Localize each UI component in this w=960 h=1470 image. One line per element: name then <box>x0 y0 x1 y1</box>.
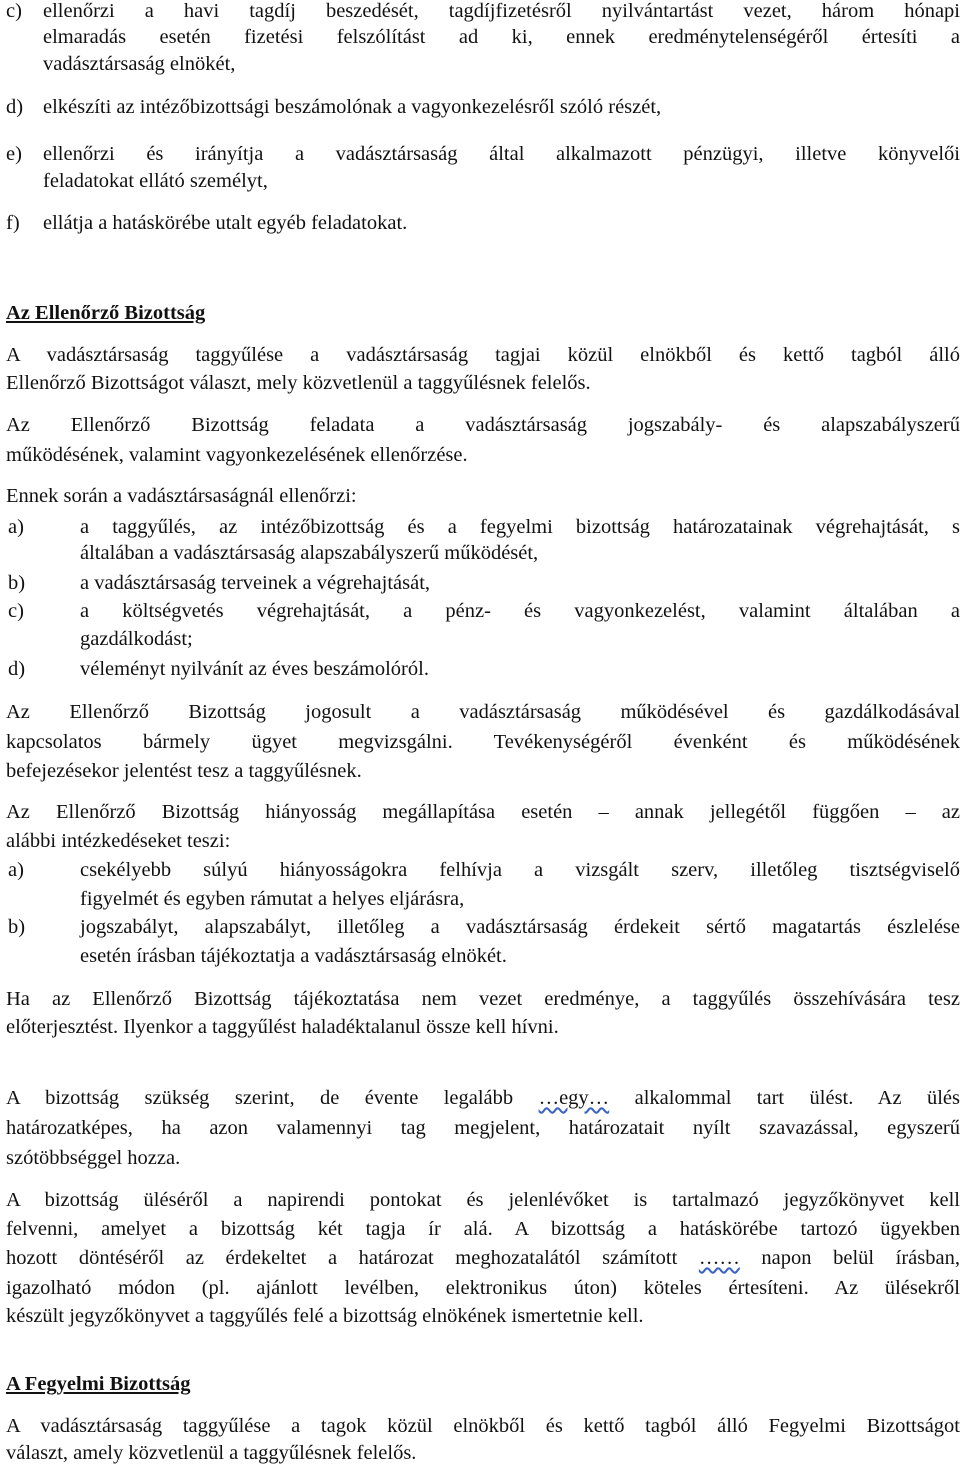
list-label: c) <box>8 600 24 622</box>
fill-blank: …egy… <box>538 1087 610 1109</box>
list-item-text: a vadásztársaság terveinek a végrehajtását, <box>80 572 431 594</box>
list-item-text: gazdálkodást; <box>80 628 193 650</box>
paragraph-line: előterjesztést. Ilyenkor a taggyűlést haladéktalanul össze kell hívni. <box>6 1016 559 1038</box>
list-label: d) <box>6 96 24 118</box>
list-item-text: jogszabályt, alapszabályt, illetőleg a vadásztársaság érdekeit sértő magatartás észlelése <box>80 916 960 938</box>
list-label: e) <box>6 143 22 165</box>
paragraph-line: A vadásztársaság taggyűlése a vadásztársaság tagjai közül elnökből és kettő tagból álló <box>6 344 960 366</box>
list-item-text: elmaradás esetén fizetési felszólítást ad ki, ennek eredménytelenségéről értesíti a <box>43 26 960 48</box>
paragraph-line: Az Ellenőrző Bizottság jogosult a vadásztársaság működésével és gazdálkodásával <box>6 701 960 723</box>
list-item-text: a költségvetés végrehajtását, a pénz- és vagyonkezelést, valamint általában a <box>80 600 960 622</box>
paragraph-line: alábbi intézkedéseket teszi: <box>6 830 231 852</box>
list-item-text: vadásztársaság elnökét, <box>43 53 236 75</box>
paragraph-line: szótöbbséggel hozza. <box>6 1147 181 1169</box>
paragraph-line: A bizottság üléséről a napirendi pontokat és jelenlévőket is tartalmazó jegyzőkönyvet kell <box>6 1189 960 1211</box>
fill-blank: …… <box>698 1247 740 1269</box>
list-label: b) <box>8 916 26 938</box>
list-item-text: figyelmét és egyben rámutat a helyes eljárásra, <box>80 888 465 910</box>
paragraph-line: készült jegyzőkönyvet a taggyűlés felé a bizottság elnökének ismertetnie kell. <box>6 1305 644 1327</box>
paragraph-line: Ennek során a vadásztársaságnál ellenőrzi: <box>6 485 357 507</box>
list-label: f) <box>6 212 20 234</box>
list-label: d) <box>8 658 26 680</box>
list-label: a) <box>8 859 24 881</box>
paragraph-line: befejezésekor jelentést tesz a taggyűlésnek. <box>6 760 362 782</box>
section-heading: A Fegyelmi Bizottság <box>6 1373 191 1395</box>
list-item-text: ellátja a hatáskörébe utalt egyéb feladatokat. <box>43 212 408 234</box>
list-label: b) <box>8 572 26 594</box>
list-item-text: elkészíti az intézőbizottsági beszámolónak a vagyonkezelésről szóló részét, <box>43 96 662 118</box>
paragraph-line: működésének, valamint vagyonkezelésének ellenőrzése. <box>6 444 468 466</box>
text-run: alkalommal tart ülést. Az ülés <box>634 1087 960 1109</box>
paragraph-line: Az Ellenőrző Bizottság feladata a vadásztársaság jogszabály- és alapszabályszerű <box>6 414 960 436</box>
list-item-text: feladatokat ellátó személyt, <box>43 170 268 192</box>
text-run: napon belül írásban, <box>761 1247 960 1269</box>
section-heading: Az Ellenőrző Bizottság <box>6 302 206 324</box>
paragraph-line: A vadásztársaság taggyűlése a tagok közül elnökből és kettő tagból álló Fegyelmi Bizottságot <box>6 1415 960 1437</box>
paragraph-line: Az Ellenőrző Bizottság hiányosság megállapítása esetén – annak jellegétől függően – az <box>6 801 960 823</box>
paragraph-line <box>6 1243 960 1273</box>
text-run: hozott döntéséről az érdekeltet a határozat meghozatalától számított <box>6 1247 678 1269</box>
paragraph-line: igazolható módon (pl. ajánlott levélben, elektronikus úton) köteles értesíteni. Az ülésekről <box>6 1277 960 1299</box>
list-label: c) <box>6 0 22 22</box>
paragraph-line: felvenni, amelyet a bizottság két tagja ír alá. A bizottság a hatáskörébe tartozó ügyekben <box>6 1218 960 1240</box>
text-run: A bizottság szükség szerint, de évente legalább <box>6 1087 514 1109</box>
list-label: a) <box>8 516 24 538</box>
paragraph-line: választ, amely közvetlenül a taggyűlésnek felelős. <box>6 1442 417 1464</box>
paragraph-line: Ha az Ellenőrző Bizottság tájékoztatása nem vezet eredménye, a taggyűlés összehívására tesz <box>6 988 960 1010</box>
list-item-text: esetén írásban tájékoztatja a vadásztársaság elnökét. <box>80 945 507 967</box>
paragraph-line: Ellenőrző Bizottságot választ, mely közvetlenül a taggyűlésnek felelős. <box>6 372 591 394</box>
list-item-text: a taggyűlés, az intézőbizottság és a fegyelmi bizottság határozatainak végrehajtását, s <box>80 516 960 538</box>
list-item-text: általában a vadásztársaság alapszabályszerű működését, <box>80 542 539 564</box>
list-item-text: ellenőrzi és irányítja a vadásztársaság által alkalmazott pénzügyi, illetve könyvelői <box>43 143 960 165</box>
list-item-text: csekélyebb súlyú hiányosságokra felhívja a vizsgált szerv, illetőleg tisztségviselő <box>80 859 960 881</box>
list-item-text: véleményt nyilvánít az éves beszámolóról. <box>80 658 429 680</box>
paragraph-line: határozatképes, ha azon valamennyi tag megjelent, határozatait nyílt szavazással, egyszerű <box>6 1117 960 1139</box>
list-item-text: ellenőrzi a havi tagdíj beszedését, tagdíjfizetésről nyilvántartást vezet, három hónapi <box>43 0 960 22</box>
paragraph-line <box>6 1083 960 1113</box>
paragraph-line: kapcsolatos bármely ügyet megvizsgálni. Tevékenységéről évenként és működésének <box>6 731 960 753</box>
